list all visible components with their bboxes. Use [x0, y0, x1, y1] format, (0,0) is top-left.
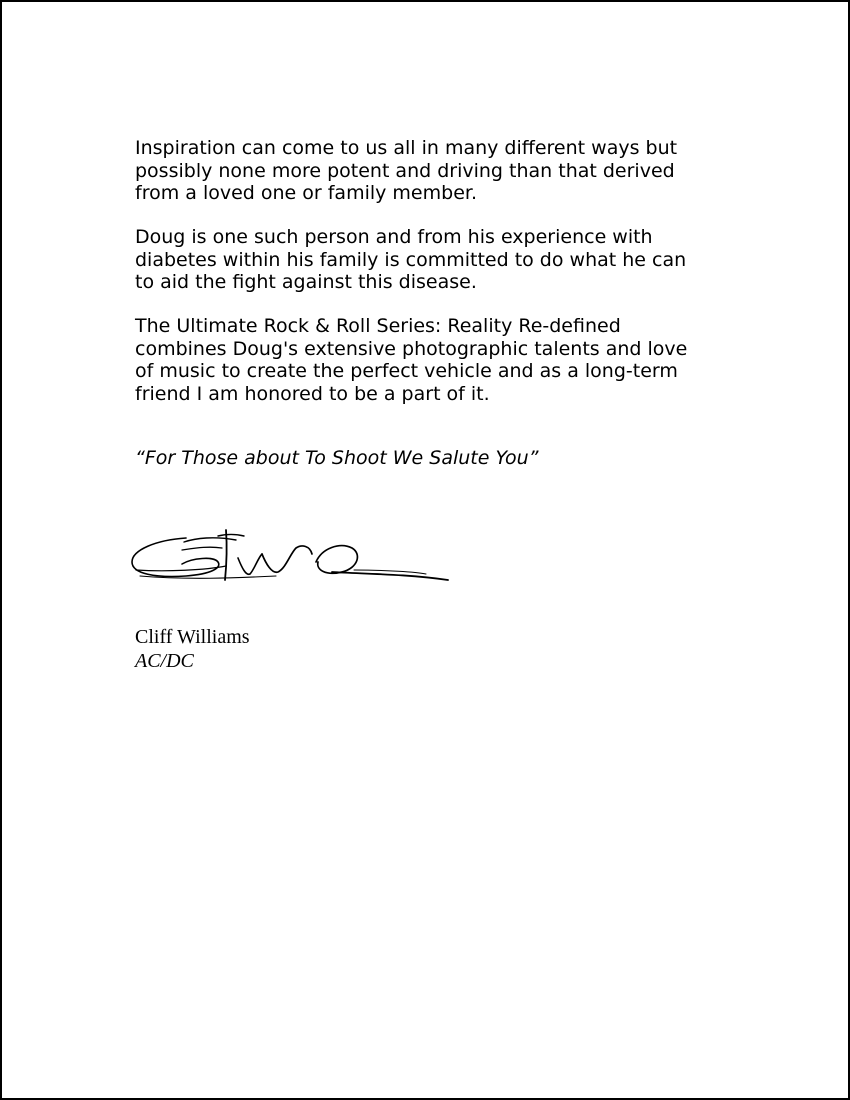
paragraph-line: diabetes within his family is committed to do what he can [135, 248, 687, 271]
paragraph-line: friend I am honored to be a part of it. [135, 382, 490, 405]
paragraph-line: combines Doug's extensive photographic talents and love [135, 337, 688, 360]
paragraph-line: of music to create the perfect vehicle and as a long-term [135, 360, 678, 382]
paragraph-line: The Ultimate Rock & Roll Series: Reality Re-defined [135, 315, 621, 337]
paragraph-line: Doug is one such person and from his experience with [135, 226, 653, 248]
paragraph-line: Inspiration can come to us all in many different ways but [135, 137, 678, 159]
handwritten-signature [126, 524, 456, 592]
paragraph-inspiration [135, 137, 775, 205]
paragraph-line: from a loved one or family member. [135, 182, 477, 204]
quote: “For Those about To Shoot We Salute You” [135, 447, 539, 469]
paragraph-series [135, 315, 775, 405]
signer-name: Cliff Williams [135, 626, 250, 648]
signer-band: AC/DC [135, 650, 194, 672]
paragraph-line: to aid the fight against this disease. [135, 271, 477, 293]
paragraph-doug [135, 226, 775, 294]
paragraph-line: possibly none more potent and driving than that derived [135, 159, 675, 182]
